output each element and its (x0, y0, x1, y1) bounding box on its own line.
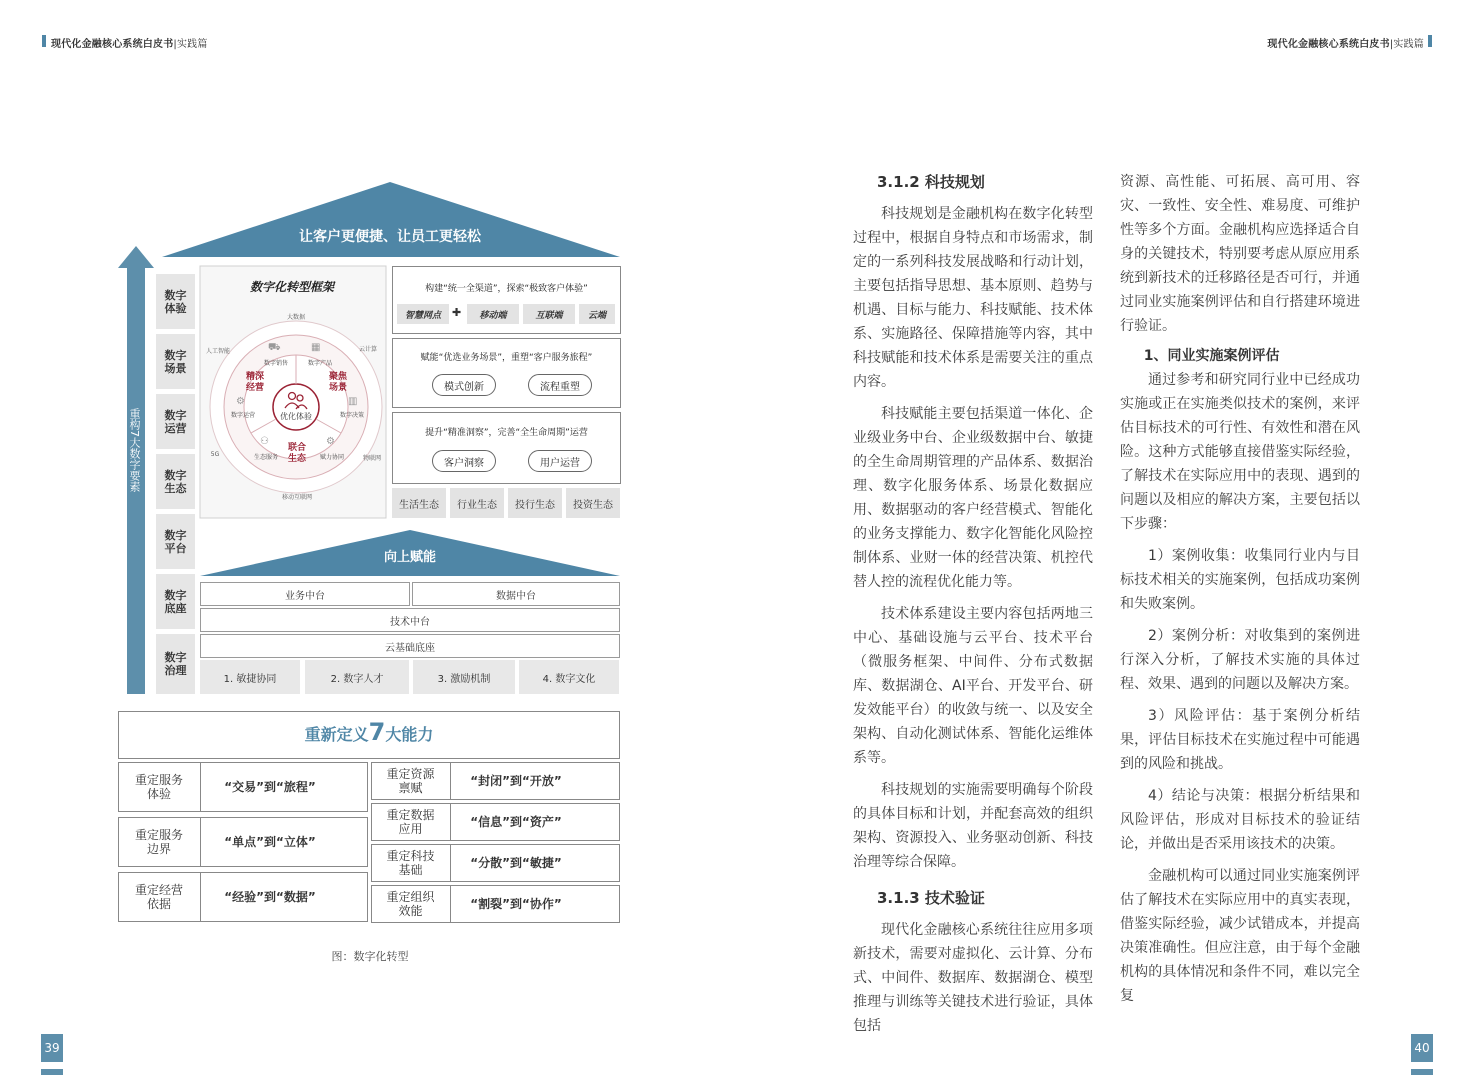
section-heading-3-1-2: 3.1.2 科技规划 (877, 173, 985, 191)
gear-icon: ⚙ (236, 396, 245, 407)
col2-paragraph-5: 3）风险评估：基于案例分析结果，评估目标技术在实施过程中可能遇到的风险和挑战。 (1120, 708, 1360, 772)
wheel-outer-1: 大数据 (286, 314, 305, 321)
redefine-left-label-3: 重定经营 依据 (134, 883, 183, 911)
gov-incentive: 3. 激励机制 (413, 660, 515, 694)
subsection-heading-case-eval: 1、同业实施案例评估 (1143, 348, 1280, 364)
redefine-title (118, 718, 620, 746)
col2-paragraph-6: 4）结论与决策：根据分析结果和风险评估，形成对目标技术的验证结论，并做出是否采用该技术的决策。 (1120, 788, 1360, 852)
col2-paragraph-1: 资源、高性能、可拓展、高可用、容灾、一致性、安全性、难易度、可维护性等多个方面。金融机构应选择适合自身的关键技术，特别要考虑从原应用系统到新技术的迁移路径是否可行，并通过同业实施案例评估和自行搭建环境进行验证。 (1120, 174, 1360, 334)
grid-icon: ▦ (311, 342, 321, 353)
pill-mode-innovation: 模式创新 (432, 374, 496, 396)
ops-box-title: 提升“精准洞察”，完善“全生命周期”运营 (425, 428, 588, 438)
wheel-outer-3: 云计算 (358, 346, 377, 353)
side-arrow-text: 重构7大数字要素 (128, 408, 141, 492)
wheel-outer-6: 移动互联网 (281, 494, 312, 501)
wheel-inner-2: 数字产品 (307, 360, 332, 367)
page-number-right-strip (1411, 1069, 1433, 1075)
channel-branch: 智慧网点 (397, 304, 449, 324)
wheel-quadrant-1: 精深 经营 (245, 372, 264, 393)
chart-icon: ▥ (348, 396, 358, 407)
header-left-section: |实践篇 (173, 39, 208, 50)
redefine-right-label-3: 重定科技 基础 (386, 849, 435, 877)
section-heading-3-1-3: 3.1.3 技术验证 (877, 889, 985, 907)
element-scene: 数字 场景 (156, 334, 195, 389)
cart-icon: ⛟ (268, 342, 281, 353)
wheel-inner-1: 数字销售 (263, 360, 288, 367)
redefine-right-label-2: 重定数据 应用 (386, 808, 435, 836)
wheel-center (273, 384, 319, 430)
page-number-left: 39 (41, 1034, 63, 1062)
plus-icon: ✚ (452, 306, 462, 319)
redefine-right-label-4: 重定组织 效能 (386, 890, 435, 918)
wheel-outer-4: 5G (210, 451, 220, 458)
wheel-center-label: 优化体验 (280, 412, 312, 421)
eco-ibank: 投行生态 (508, 488, 562, 518)
redefine-left-label-1: 重定服务 体验 (134, 773, 183, 801)
platform-data: 数据中台 (412, 582, 620, 606)
header-right-title: 现代化金融核心系统白皮书 (1267, 39, 1390, 50)
text-column-1 (853, 170, 1093, 1038)
framework-title: 数字化转型框架 (249, 280, 334, 294)
pill-process-reshape: 流程重塑 (528, 374, 592, 396)
redefine-right-value-4: “割裂”到“协作” (470, 897, 562, 911)
element-governance: 数字 治理 (156, 634, 195, 694)
element-experience: 数字 体验 (156, 274, 195, 329)
header-left-title: 现代化金融核心系统白皮书 (51, 39, 174, 50)
eco-invest: 投资生态 (566, 488, 620, 518)
gov-talent: 2. 数字人才 (305, 660, 409, 694)
col1-paragraph-2: 科技赋能主要包括渠道一体化、企业级业务中台、企业级数据中台、敏捷的全生命周期管理的产品体系、数据治理、数字化服务体系、场景化数据应用、数据驱动的客户经营模式、智能化的业务支撑能力、数字化智能化风险控制体系、业财一体的经营决策、机控代替人控的流程优化能力等。 (853, 406, 1093, 590)
redefine-right-value-3: “分散”到“敏捷” (470, 856, 562, 870)
col2-paragraph-7: 金融机构可以通过同业实施案例评估了解技术在实际应用中的真实表现，借鉴实际经验，减少试错成本，并提高决策准确性。但应注意，由于每个金融机构的具体情况和条件不同，难以完全复 (1120, 868, 1360, 1004)
col2-paragraph-2: 通过参考和研究同行业中已经成功实施或正在实施类似技术的案例，来评估目标技术的可行性、有效性和潜在风险。这种方式能够直接借鉴实际经验，了解技术在实际应用中的表现、遇到的问题以及相应的解决方案，主要包括以下步骤： (1120, 372, 1360, 532)
redefine-prefix: 重新定义 (304, 725, 369, 744)
eco-life: 生活生态 (392, 488, 446, 518)
ops-box (392, 412, 621, 484)
channel-cloud: 云端 (579, 304, 615, 324)
pill-customer-insight: 客户洞察 (432, 450, 496, 472)
platform-tech: 技术中台 (200, 608, 620, 632)
side-arrow-label (128, 408, 144, 492)
redefine-num: 7 (368, 718, 386, 746)
col1-paragraph-1: 科技规划是金融机构在数字化转型过程中，根据自身特点和市场需求，制定的一系列科技发展战略和行动计划，主要包括指导思想、基本原则、趋势与机遇、目标与能力、科技赋能、技术体系、实施路径、保障措施等内容，其中科技赋能和技术体系是需要关注的重点内容。 (853, 206, 1093, 390)
element-operation: 数字 运营 (156, 394, 195, 449)
wheel-inner-3: 数字运营 (230, 412, 255, 419)
wheel-inner-5: 生态服务 (253, 454, 278, 461)
col2-paragraph-3: 1）案例收集：收集同行业内与目标技术相关的实施案例，包括成功案例和失败案例。 (1120, 548, 1360, 612)
col1-paragraph-5: 现代化金融核心系统往往应用多项新技术，需要对虚拟化、云计算、分布式、中间件、数据库、数据湖仓、模型推理与训练等关键技术进行验证，具体包括 (853, 922, 1093, 1034)
scene-box (392, 338, 621, 408)
text-column-2 (1120, 170, 1360, 1008)
page-number-left-strip (41, 1069, 63, 1075)
roof-title: 让客户更便捷、让员工更轻松 (299, 229, 481, 245)
channel-mobile: 移动端 (467, 304, 519, 324)
redefine-right-label-1: 重定资源 禀赋 (386, 767, 435, 795)
channel-internet: 互联端 (523, 304, 575, 324)
wheel-quadrant-3: 联合 生态 (287, 443, 306, 464)
col1-paragraph-3: 技术体系建设主要内容包括两地三中心、基础设施与云平台、技术平台（微服务框架、中间件、分布式数据库、数据湖仓、AI平台、开发平台、研发效能平台）的收敛与统一、以及安全架构、自动化测试体系、智能化运维体系等。 (853, 606, 1093, 766)
wheel-inner-6: 赋力协同 (319, 454, 344, 461)
wheel-quadrant-2: 聚焦 场景 (328, 372, 347, 393)
network-icon: ⚇ (260, 436, 269, 447)
wheel-inner-4: 数字决策 (339, 412, 364, 419)
redefine-right-value-2: “信息”到“资产” (470, 815, 562, 829)
redefine-left-value-3: “经验”到“数据” (224, 890, 316, 904)
header-right-section: |实践篇 (1389, 39, 1424, 50)
col2-paragraph-4: 2）案例分析：对收集到的案例进行深入分析，了解技术实施的具体过程、效果、遇到的问题以及解决方案。 (1120, 628, 1360, 692)
element-platform: 数字 平台 (156, 514, 195, 569)
channel-box-title: 构建“统一全渠道”，探索“极致客户体验” (425, 284, 588, 294)
redefine-left-value-2: “单点”到“立体” (224, 835, 316, 849)
gov-culture: 4. 数字文化 (519, 660, 619, 694)
element-ecosystem: 数字 生态 (156, 454, 195, 509)
redefine-left-label-2: 重定服务 边界 (134, 828, 183, 856)
pill-user-operation: 用户运营 (528, 450, 592, 472)
side-arrow-head (118, 246, 154, 268)
col1-paragraph-4: 科技规划的实施需要明确每个阶段的具体目标和计划，并配套高效的组织架构、资源投入、业务驱动创新、科技治理等综合保障。 (853, 782, 1093, 870)
figure-caption: 图：数字化转型 (331, 950, 409, 963)
cog-icon: ⚙ (326, 436, 335, 447)
page-number-right: 40 (1411, 1034, 1433, 1062)
wheel-outer-2: 人工智能 (205, 348, 230, 355)
platform-cloud: 云基础底座 (200, 634, 620, 658)
scene-box-title: 赋能“优选业务场景”，重塑“客户服务旅程” (420, 353, 593, 363)
mid-roof-title: 向上赋能 (383, 550, 436, 565)
redefine-left-value-1: “交易”到“旅程” (224, 780, 316, 794)
eco-industry: 行业生态 (450, 488, 504, 518)
redefine-suffix: 大能力 (385, 725, 434, 744)
redefine-right-value-1: “封闭”到“开放” (470, 774, 562, 788)
gov-agile: 1. 敏捷协同 (200, 660, 300, 694)
platform-business: 业务中台 (200, 582, 410, 606)
element-foundation: 数字 底座 (156, 574, 195, 629)
wheel-outer-5: 物联网 (362, 455, 381, 462)
